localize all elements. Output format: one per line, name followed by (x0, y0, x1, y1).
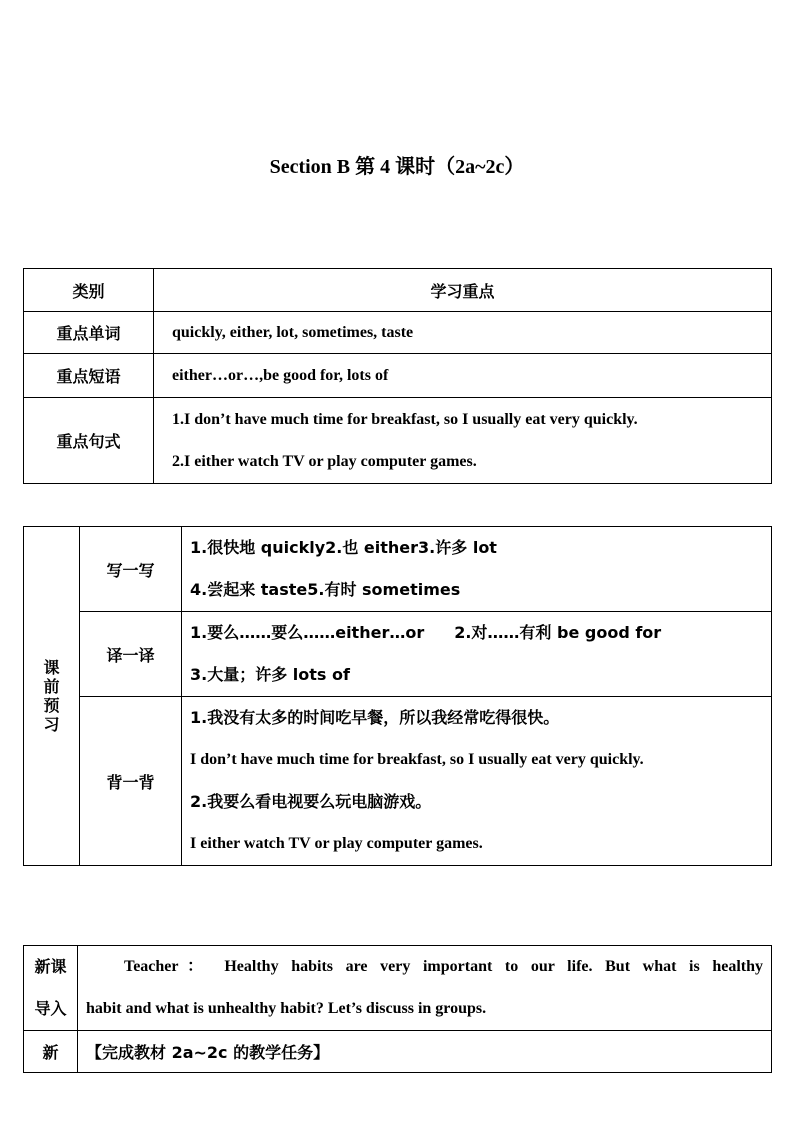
translate-line-1: 1.要么……要么……either…or 2.对……有利 be good for (190, 623, 662, 642)
row-label-translate: 译一译 (80, 612, 182, 697)
row-label-phrases: 重点短语 (24, 354, 154, 398)
table-row (24, 527, 772, 612)
sentence-2: 2.I either watch TV or play computer games. (172, 452, 477, 470)
sentence-1: 1.I don’t have much time for breakfast, so I usually eat very quickly. (172, 410, 638, 428)
translate-content (182, 612, 772, 697)
recite-line-4: I either watch TV or play computer games. (190, 835, 483, 852)
new-task: 【完成教材 2a~2c 的教学任务】 (78, 1031, 772, 1073)
table-row (24, 354, 772, 398)
header-focus: 学习重点 (154, 269, 772, 312)
intro-line-1: Teacher： Healthy habits are very important to our life. But what is healthy (124, 958, 763, 975)
new-label: 新 (24, 1031, 78, 1073)
table-row (24, 612, 772, 697)
header-category: 类别 (24, 269, 154, 312)
section-label: 课前预习 (24, 527, 80, 866)
recite-line-2: I don’t have much time for breakfast, so I usually eat very quickly. (190, 751, 644, 768)
recite-line-3: 2.我要么看电视要么玩电脑游戏。 (190, 792, 432, 811)
intro-content (78, 946, 772, 1031)
key-phrases: either…or…,be good for, lots of (154, 354, 772, 398)
table-row (24, 398, 772, 484)
focus-table (23, 268, 772, 484)
key-words: quickly, either, lot, sometimes, taste (154, 312, 772, 354)
row-label-sentences: 重点句式 (24, 398, 154, 484)
table-row (24, 946, 772, 1031)
table-row (24, 697, 772, 866)
recite-line-1: 1.我没有太多的时间吃早餐，所以我经常吃得很快。 (190, 708, 560, 727)
table-row (24, 312, 772, 354)
write-content (182, 527, 772, 612)
page-title: Section B 第 4 课时（2a~2c） (269, 156, 525, 178)
row-label-write: 写一写 (80, 527, 182, 612)
translate-line-2: 3.大量；许多 lots of (190, 665, 350, 684)
write-line-1: 1.很快地 quickly2.也 either3.许多 lot (190, 538, 497, 557)
intro-line-2: habit and what is unhealthy habit? Let’s discuss in groups. (86, 1000, 487, 1017)
key-sentences (154, 398, 772, 484)
recite-content (182, 697, 772, 866)
write-line-2: 4.尝起来 taste5.有时 sometimes (190, 580, 461, 599)
row-label-recite: 背一背 (80, 697, 182, 866)
table-row (24, 1031, 772, 1073)
table-header-row (24, 269, 772, 312)
preview-table (23, 526, 772, 866)
intro-label: 新课 导入 (24, 946, 78, 1031)
row-label-words: 重点单词 (24, 312, 154, 354)
lesson-table (23, 945, 772, 1073)
